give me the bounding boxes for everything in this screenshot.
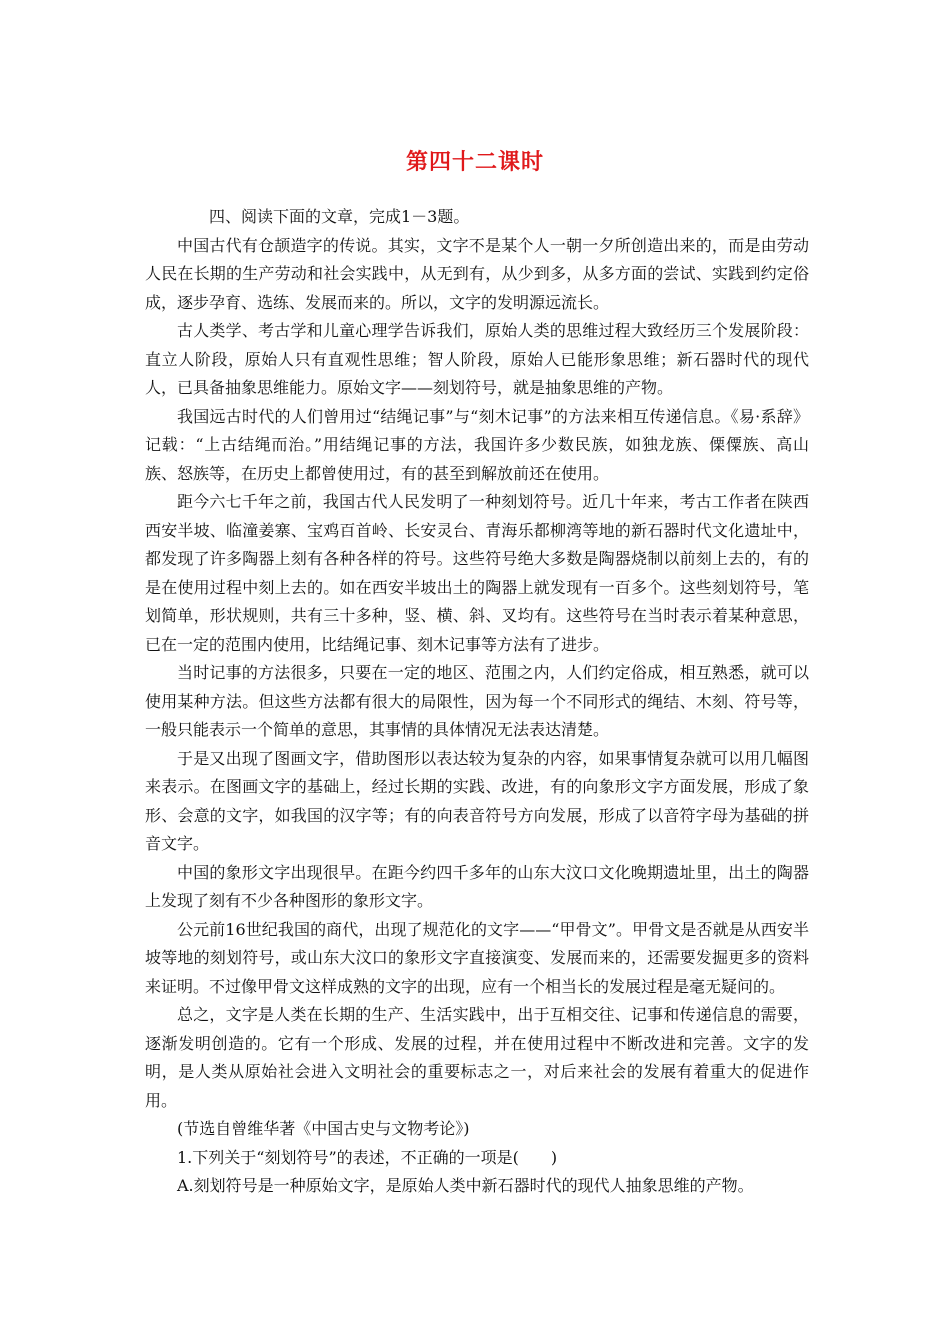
question-1: 1.下列关于“刻划符号”的表述，不正确的一项是( ) [177, 1147, 558, 1167]
paragraph: 中国古代有仓颉造字的传说。其实，文字不是某个人一朝一夕所创造出来的，而是由劳动人民在长期的生产劳动和社会实践中，从无到有，从少到多，从多方面的尝试、实践到约定俗成，逐步孕育、选练、发展而来的。所以，文字的发明源远流长。 [145, 235, 809, 312]
paragraph: 于是又出现了图画文字，借助图形以表达较为复杂的内容，如果事情复杂就可以用几幅图来表示。在图画文字的基础上，经过长期的实践、改进，有的向象形文字方面发展，形成了象形、会意的文字，如我国的汉字等；有的向表音符号方向发展，形成了以音符字母为基础的拼音文字。 [145, 748, 809, 853]
option-a: A.刻划符号是一种原始文字，是原始人类中新石器时代的现代人抽象思维的产物。 [177, 1176, 754, 1195]
paragraph: 中国的象形文字出现很早。在距今约四千多年的山东大汶口文化晚期遗址里，出土的陶器上发现了刻有不少各种图形的象形文字。 [145, 862, 809, 910]
article-body [145, 203, 809, 1201]
paragraph: 当时记事的方法很多，只要在一定的地区、范围之内，人们约定俗成，相互熟悉，就可以使用某种方法。但这些方法都有很大的局限性，因为每一个不同形式的绳结、木刻、符号等，一般只能表示一个简单的意思，其事情的具体情况无法表达清楚。 [145, 663, 809, 739]
page-title: 第四十二课时 [405, 150, 544, 175]
paragraph: 公元前16世纪我国的商代，出现了规范化的文字——“甲骨文”。甲骨文是否就是从西安半坡等地的刻划符号，或山东大汶口的象形文字直接演变、发展而来的，还需要发掘更多的资料来证明。不过像甲骨文这样成熟的文字的出现，应有一个相当长的发展过程是毫无疑问的。 [145, 919, 809, 996]
paragraph: 我国远古时代的人们曾用过“结绳记事”与“刻木记事”的方法来相互传递信息。《易·系辞》记载：“上古结绳而治。”用结绳记事的方法，我国许多少数民族，如独龙族、傈僳族、高山族、怒族等，在历史上都曾使用过，有的甚至到解放前还在使用。 [145, 406, 809, 483]
paragraph: 总之，文字是人类在长期的生产、生活实践中，出于互相交往、记事和传递信息的需要，逐渐发明创造的。它有一个形成、发展的过程，并在使用过程中不断改进和完善。文字的发明，是人类从原始社会进入文明社会的重要标志之一，对后来社会的发展有着重大的促进作用。 [145, 1005, 809, 1110]
paragraph: 距今六七千年之前，我国古代人民发明了一种刻划符号。近几十年来，考古工作者在陕西西安半坡、临潼姜寨、宝鸡百首岭、长安灵台、青海乐都柳湾等地的新石器时代文化遗址中，都发现了许多陶器上刻有各种各样的符号。这些符号绝大多数是陶器烧制以前刻上去的，有的是在使用过程中刻上去的。如在西安半坡出土的陶器上就发现有一百多个。这些刻划符号，笔划简单，形状规则，共有三十多种，竖、横、斜、叉均有。这些符号在当时表示着某种意思，已在一定的范围内使用，比结绳记事、刻木记事等方法有了进步。 [145, 492, 809, 654]
paragraph: 古人类学、考古学和儿童心理学告诉我们，原始人类的思维过程大致经历三个发展阶段：直立人阶段，原始人只有直观性思维；智人阶段，原始人已能形象思维；新石器时代的现代人，已具备抽象思维能力。原始文字——刻划符号，就是抽象思维的产物。 [145, 321, 809, 397]
source-citation: (节选自曾维华著《中国古史与文物考论》) [177, 1119, 470, 1138]
reading-instruction: 四、阅读下面的文章，完成1－3题。 [209, 207, 470, 226]
